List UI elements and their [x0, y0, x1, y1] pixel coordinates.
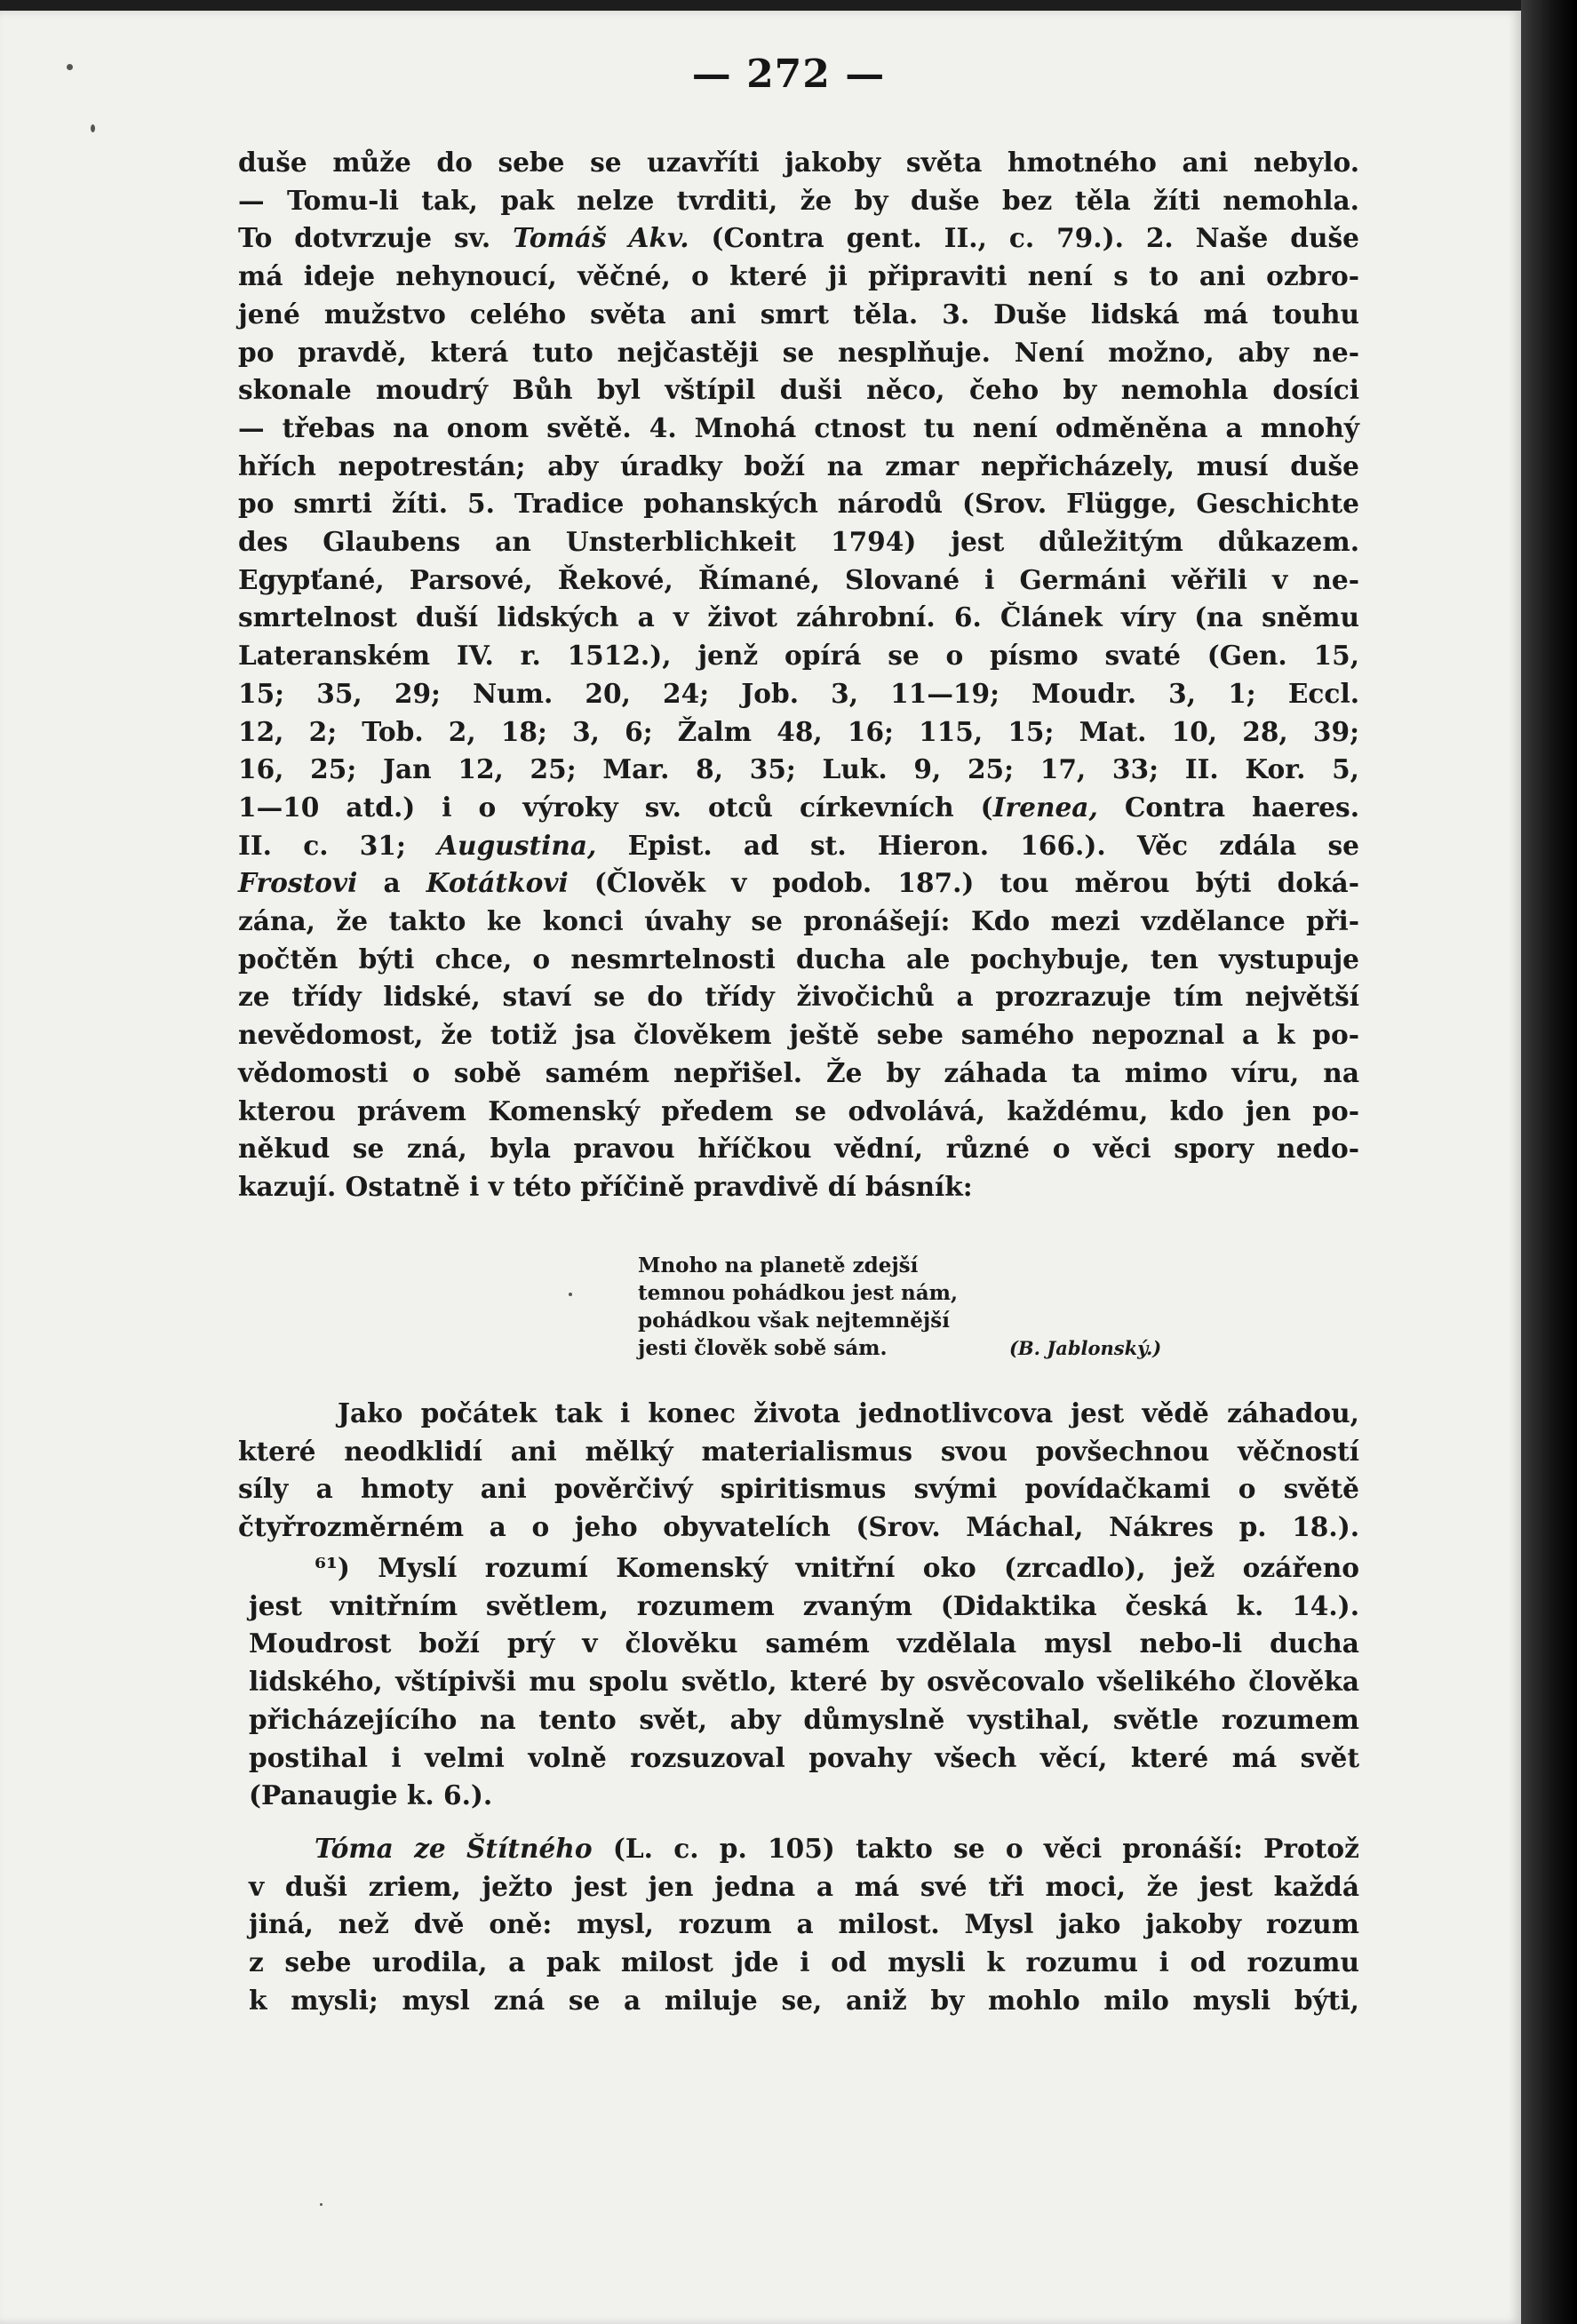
text-line: Frostovi a Kotátkovi (Člověk v podob. 187.) tou měrou býti doká- [238, 867, 1360, 899]
text-line: v duši zriem, ježto jest jen jedna a má své tři moci, že jest každá [249, 1870, 1359, 1902]
author-name: Tomáš Akv. [513, 222, 689, 254]
poem-quote [638, 1252, 1224, 1362]
text-line: Jako počátek tak i konec života jednotlivcova jest vědě záhadou, [338, 1397, 1359, 1429]
poem-line: jesti člověk sobě sám. [638, 1336, 888, 1360]
text-line: (Panaugie k. 6.). [249, 1779, 493, 1811]
text-line: čtyřrozměrném a o jeho obyvatelích (Srov. Máchal, Nákres p. 18.). [238, 1511, 1359, 1543]
page-number: — 272 — [691, 52, 886, 97]
paragraph-4 [249, 1830, 1359, 2020]
author-name: Augustina, [437, 829, 597, 861]
author-name: Frostovi [238, 867, 358, 899]
text-line: duše může do sebe se uzavříti jakoby světa hmotného ani nebylo. [238, 147, 1359, 178]
text-line: k mysli; mysl zná se a miluje se, aniž by mohlo milo mysli býti, [249, 1984, 1359, 2016]
text-line: postihal i velmi volně rozsuzoval povahy všech věcí, které má svět [249, 1741, 1359, 1773]
text-line: hřích nepotrestán; aby úradky boží na zmar nepřicházely, musí duše [238, 450, 1359, 482]
text-line: des Glaubens an Unsterblichkeit 1794) jest důležitým důkazem. [238, 526, 1359, 558]
poem-line: temnou pohádkou jest nám, [638, 1281, 959, 1305]
poem-author: (B. Jablonský.) [1009, 1337, 1162, 1359]
text-line: 15; 35, 29; Num. 20, 24; Job. 3, 11—19; Moudr. 3, 1; Eccl. [238, 677, 1359, 709]
paragraph-2 [238, 1395, 1359, 1547]
text-line: kterou právem Komenský předem se odvolává, každému, kdo jen po- [238, 1094, 1359, 1126]
footnote-61 [249, 1549, 1359, 1815]
text-line: zána, že takto ke konci úvahy se pronášejí: Kdo mezi vzdělance při- [238, 905, 1359, 937]
text-line: kazují. Ostatně i v této příčině pravdivě dí básník: [238, 1170, 973, 1202]
text-line: přicházejícího na tento svět, aby důmyslně vystihal, světle rozumem [249, 1703, 1359, 1735]
text-line: 1—10 atd.) i o výroky sv. otců církevních (Irenea, Contra haeres. [238, 791, 1359, 823]
text-line: má ideje nehynoucí, věčné, o které ji připraviti není s to ani ozbro- [238, 260, 1359, 292]
text-line: jené mužstvo celého světa ani smrt těla. 3. Duše lidská má touhu [238, 298, 1359, 330]
text-line: 16, 25; Jan 12, 25; Mar. 8, 35; Luk. 9, 25; 17, 33; II. Kor. 5, [238, 753, 1359, 785]
text-line: To dotvrzuje sv. Tomáš Akv. (Contra gent. II., c. 79.). 2. Naše duše [238, 222, 1359, 254]
text-line: ze třídy lidské, staví se do třídy živočichů a prozrazuje tím největší [238, 981, 1359, 1013]
text-line: nevědomost, že totiž jsa člověkem ještě sebe samého nepoznal a k po- [238, 1019, 1359, 1051]
scan-speck [569, 1293, 572, 1296]
text-line: z sebe urodila, a pak milost jde i od mysli k rozumu i od rozumu [249, 1946, 1359, 1978]
text-line: jest vnitřním světlem, rozumem zvaným (Didaktika česká k. 14.). [249, 1589, 1359, 1621]
text-line: smrtelnost duší lidských a v život záhrobní. 6. Článek víry (na sněmu [238, 601, 1359, 633]
text-line: Moudrost boží prý v člověku samém vzdělala mysl nebo-li ducha [249, 1628, 1359, 1659]
text-line: Lateranském IV. r. 1512.), jenž opírá se o písmo svaté (Gen. 15, [238, 640, 1359, 672]
text-line: 12, 2; Tob. 2, 18; 3, 6; Žalm 48, 16; 115, 15; Mat. 10, 28, 39; [238, 715, 1359, 747]
text-line: skonale moudrý Bůh byl vštípil duši něco, čeho by nemohla dosíci [238, 374, 1359, 406]
scan-speck [91, 124, 95, 132]
paragraph-1 [238, 144, 1359, 1206]
author-name: Tóma ze Štítného [315, 1833, 593, 1864]
poem-line: Mnoho na planetě zdejší [638, 1254, 919, 1277]
scan-speck [67, 64, 73, 70]
text-line: — třebas na onom světě. 4. Mnohá ctnost tu není odměněna a mnohý [238, 411, 1359, 443]
scan-edge [1521, 0, 1577, 2324]
text-line: někud se zná, byla pravou hříčkou vědní, různé o věci spory nedo- [238, 1133, 1359, 1165]
text-line: počtěn býti chce, o nesmrtelnosti ducha ale pochybuje, ten vystupuje [238, 943, 1359, 975]
text-line: ⁶¹) Myslí rozumí Komenský vnitřní oko (zrcadlo), jež ozářeno [315, 1552, 1359, 1583]
text-line: jiná, než dvě oně: mysl, rozum a milost. Mysl jako jakoby rozum [249, 1908, 1359, 1940]
author-name: Kotátkovi [426, 867, 569, 899]
text-line: Egypťané, Parsové, Řekové, Římané, Slované i Germáni věřili v ne- [238, 563, 1359, 595]
text-line: Tóma ze Štítného (L. c. p. 105) takto se o věci pronáší: Protož [315, 1833, 1359, 1864]
text-line: síly a hmoty ani pověrčivý spiritismus svými povídačkami o světě [238, 1473, 1359, 1505]
scan-speck [320, 2203, 323, 2206]
poem-line: pohádkou však nejtemnější [638, 1309, 950, 1333]
text-line: — Tomu-li tak, pak nelze tvrditi, že by duše bez těla žíti nemohla. [238, 184, 1359, 216]
text-line: po pravdě, která tuto nejčastěji se nesplňuje. Není možno, aby ne- [238, 336, 1359, 368]
text-line: po smrti žíti. 5. Tradice pohanských národů (Srov. Flügge, Geschichte [238, 488, 1359, 520]
author-name: Irenea, [992, 791, 1098, 823]
text-line: vědomosti o sobě samém nepřišel. Že by záhada ta mimo víru, na [238, 1056, 1359, 1088]
text-line: které neodklidí ani mělký materialismus svou povšechnou věčností [238, 1435, 1359, 1467]
text-line: II. c. 31; Augustina, Epist. ad st. Hieron. 166.). Věc zdála se [238, 829, 1359, 861]
text-line: lidského, vštípivši mu spolu světlo, které by osvěcovalo všelikého člověka [249, 1666, 1359, 1698]
